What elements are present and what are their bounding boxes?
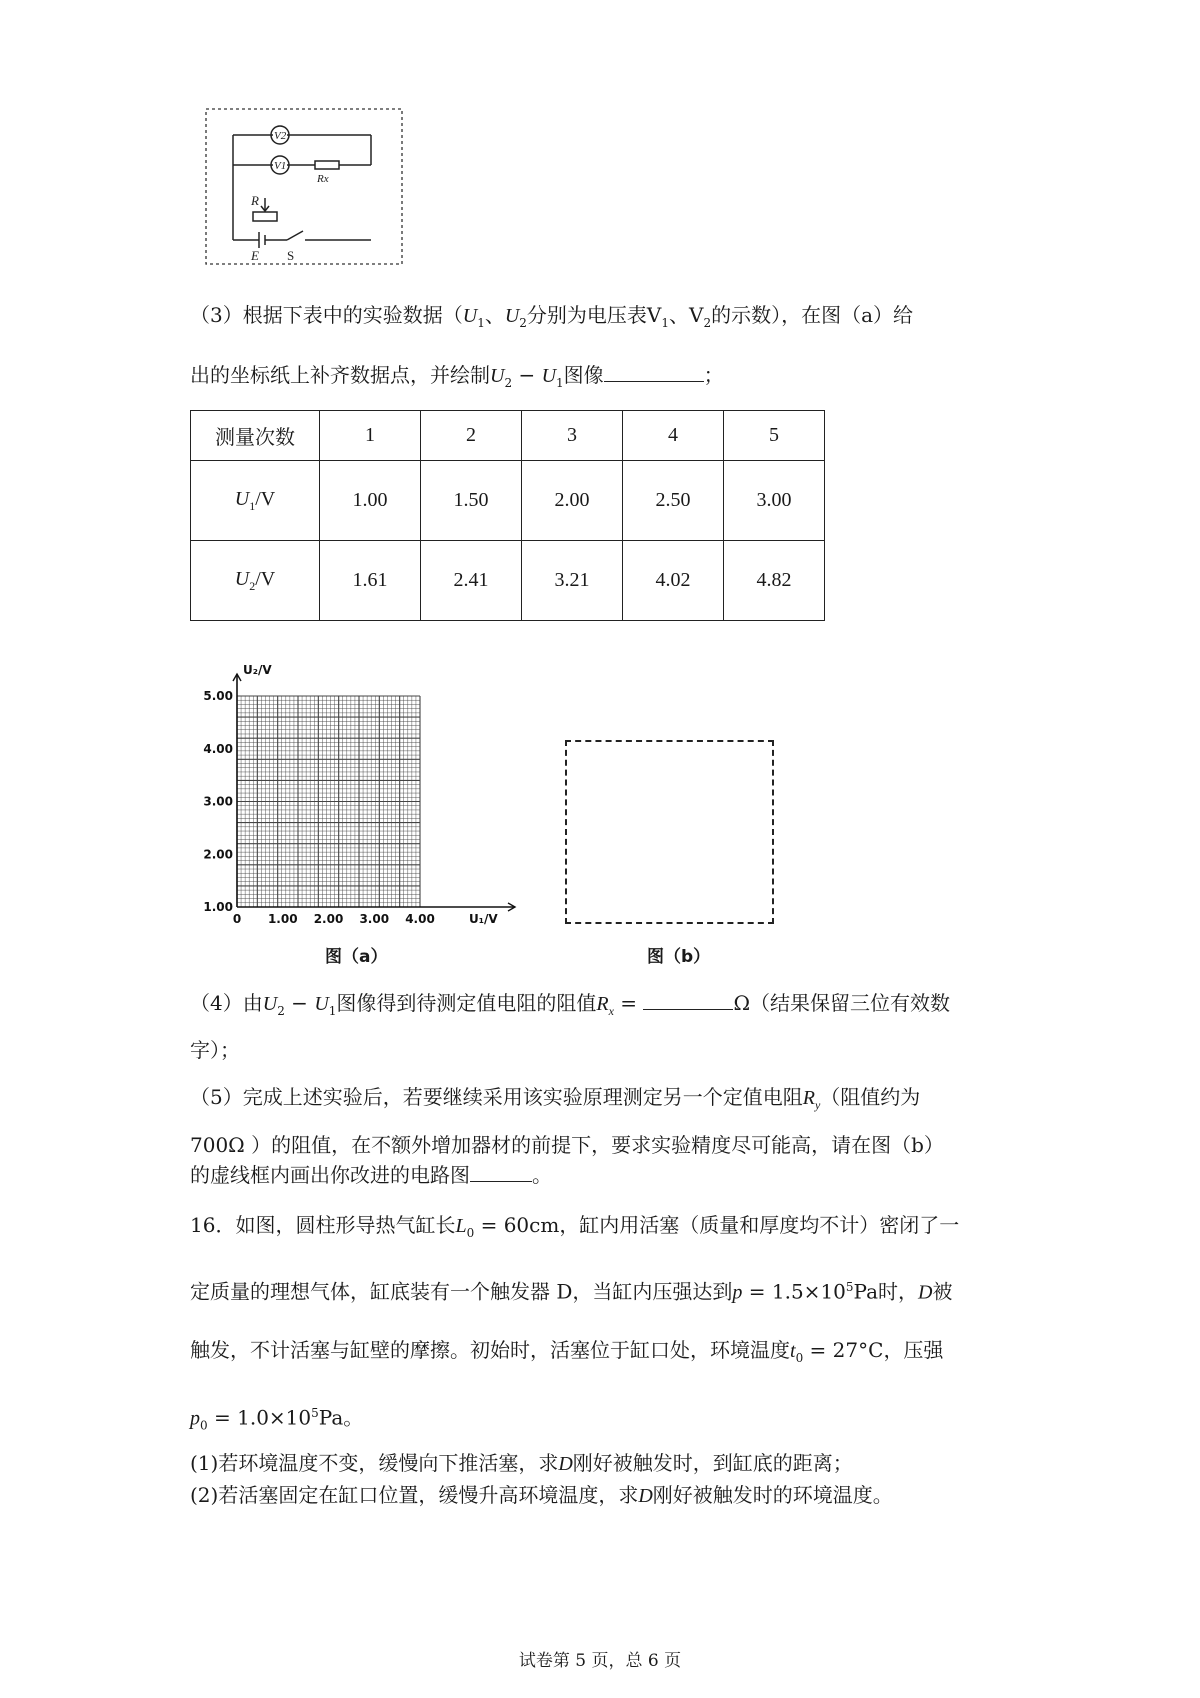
x-tick-label: 0	[232, 912, 242, 926]
table-cell: 4.82	[724, 541, 825, 621]
y-axis-label: U₂/V	[243, 663, 272, 677]
q5-line2: 700Ω ）的阻值，在不额外增加器材的前提下，要求实验精度尽可能高，请在图（b）	[190, 1133, 944, 1157]
q16-line3: 触发，不计活塞与缸壁的摩擦。初始时，活塞位于缸口处，环境温度$t_0 = 27^\circ C$，压强	[190, 1338, 944, 1365]
v2-label: V2	[274, 130, 287, 142]
x-tick-label: 2.00	[313, 912, 344, 926]
q16-line1: 16．如图，圆柱形导热气缸长$L_0 = 60cm$，缸内用活塞（质量和厚度均不计）密闭了一	[190, 1213, 960, 1240]
table-col-header: 4	[623, 411, 724, 461]
fig-b-caption: 图（b）	[647, 947, 711, 967]
page-footer: 试卷第 5 页，总 6 页	[518, 1651, 682, 1671]
s-label: S	[287, 248, 295, 263]
table-header-label: 测量次数	[191, 411, 320, 461]
q16-sub1: (1)若环境温度不变，缓慢向下推活塞，求D刚好被触发时，到缸底的距离；	[190, 1451, 853, 1475]
fig-a-caption: 图（a）	[325, 947, 388, 967]
e-label: E	[251, 248, 259, 263]
y-tick-label: 5.00	[203, 689, 233, 703]
table-cell: 3.00	[724, 461, 825, 541]
v1-label: V1	[274, 160, 287, 172]
table-row	[191, 461, 825, 541]
rx-label: Rx	[317, 173, 329, 185]
q16-line2: 定质量的理想气体，缸底装有一个触发器 D，当缸内压强达到$p = 1.5\times 10^5Pa$时，D被	[190, 1279, 953, 1304]
q4-line1: （4）由$U_2 - U_1$图像得到待测定值电阻的阻值$R_x = \Omega$（结果保留三位有效数	[190, 991, 951, 1018]
table-cell: 3.21	[522, 541, 623, 621]
x-tick-label: 1.00	[267, 912, 298, 926]
q4-line2: 字）；	[190, 1038, 240, 1062]
q3-line1: （3）根据下表中的实验数据（$U_1$、$U_2$分别为电压表$V_1$、$V_2$的示数），在图（a）给	[190, 303, 914, 330]
x-tick-label: 3.00	[359, 912, 390, 926]
table-col-header: 3	[522, 411, 623, 461]
q5-line1: （5）完成上述实验后，若要继续采用该实验原理测定另一个定值电阻$R_y$（阻值约为	[190, 1085, 921, 1112]
graph-paper-a[interactable]	[195, 660, 540, 935]
table-cell: 2.00	[522, 461, 623, 541]
q16-line4: $p_0 = 1.0\times 10^5Pa$。	[190, 1405, 364, 1433]
y-tick-label: 2.00	[203, 847, 233, 862]
answer-blank-q5[interactable]	[470, 1163, 532, 1182]
table-cell: 4.02	[623, 541, 724, 621]
table-row-label: $U_1/V$	[191, 461, 320, 541]
answer-blank-q3[interactable]	[604, 363, 704, 382]
y-tick-label: 3.00	[203, 794, 233, 809]
circuit-diagram	[205, 108, 405, 268]
table-row-label: $U_2/V$	[191, 541, 320, 621]
drawing-box-b[interactable]	[565, 740, 774, 924]
x-axis-label: U₁/V	[469, 912, 498, 926]
table-cell: 1.50	[421, 461, 522, 541]
x-tick-label: 4.00	[405, 912, 435, 926]
table-col-header: 1	[320, 411, 421, 461]
table-cell: 1.00	[320, 461, 421, 541]
table-col-header: 2	[421, 411, 522, 461]
r-label: R	[251, 193, 259, 208]
q5-line3: 的虚线框内画出你改进的电路图 。	[190, 1163, 552, 1187]
table-header-row	[191, 411, 825, 461]
table-col-header: 5	[724, 411, 825, 461]
table-cell: 2.41	[421, 541, 522, 621]
y-tick-label: 1.00	[203, 900, 233, 914]
table-row	[191, 541, 825, 621]
answer-blank-rx[interactable]	[643, 991, 733, 1010]
q3-line2: 出的坐标纸上补齐数据点，并绘制$U_2 - U_1$图像 ；	[190, 363, 724, 390]
data-table	[190, 410, 825, 621]
y-tick-label: 4.00	[203, 741, 233, 756]
q16-sub2: (2)若活塞固定在缸口位置，缓慢升高环境温度，求D刚好被触发时的环境温度。	[190, 1483, 893, 1507]
table-cell: 1.61	[320, 541, 421, 621]
table-cell: 2.50	[623, 461, 724, 541]
